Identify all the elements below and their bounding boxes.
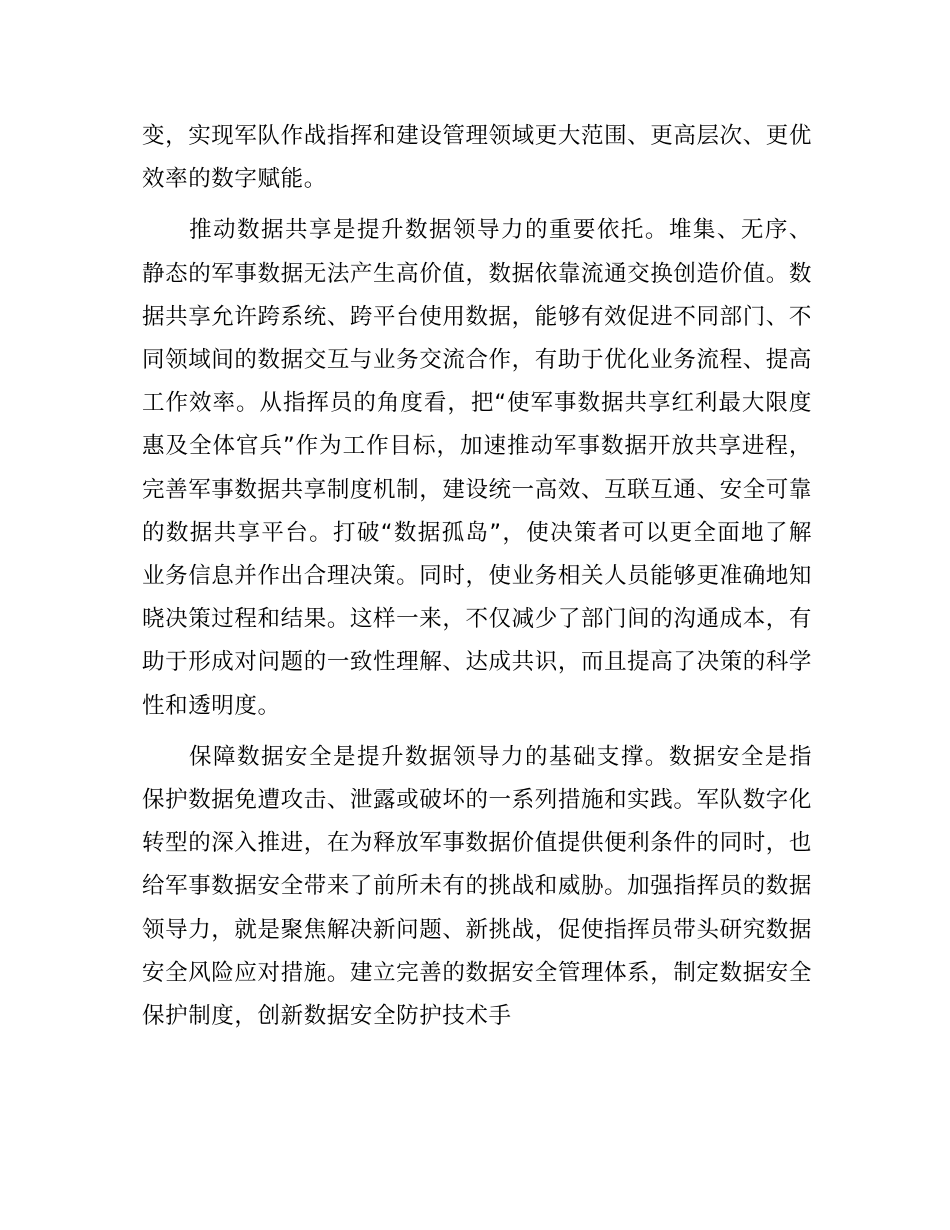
paragraph-continuation: 变，实现军队作战指挥和建设管理领域更大范围、更高层次、更优效率的数字赋能。 [142, 123, 812, 193]
body-text [142, 115, 812, 1046]
paragraph-data-security: 保障数据安全是提升数据领导力的基础支撑。数据安全是指保护数据免遭攻击、泄露或破坏的一系列措施和实践。军队数字化转型的深入推进，在为释放军事数据价值提供便利条件的同时，也给军事数据安全带来了前所未有的挑战和威胁。加强指挥员的数据领导力，就是聚焦解决新问题、新挑战，促使指挥员带头研究数据安全风险应对措施。建立完善的数据安全管理体系，制定数据安全保护制度，创新数据安全防护技术手 [142, 743, 812, 1030]
paragraph-data-sharing: 推动数据共享是提升数据领导力的重要依托。堆集、无序、静态的军事数据无法产生高价值，数据依靠流通交换创造价值。数据共享允许跨系统、跨平台使用数据，能够有效促进不同部门、不同领域间的数据交互与业务交流合作，有助于优化业务流程、提高工作效率。从指挥员的角度看，把“使军事数据共享红利最大限度惠及全体官兵”作为工作目标，加速推动军事数据开放共享进程，完善军事数据共享制度机制，建设统一高效、互联互通、安全可靠的数据共享平台。打破“数据孤岛”，使决策者可以更全面地了解业务信息并作出合理决策。同时，使业务相关人员能够更准确地知晓决策过程和结果。这样一来，不仅减少了部门间的沟通成本，有助于形成对问题的一致性理解、达成共识，而且提高了决策的科学性和透明度。 [142, 217, 812, 719]
